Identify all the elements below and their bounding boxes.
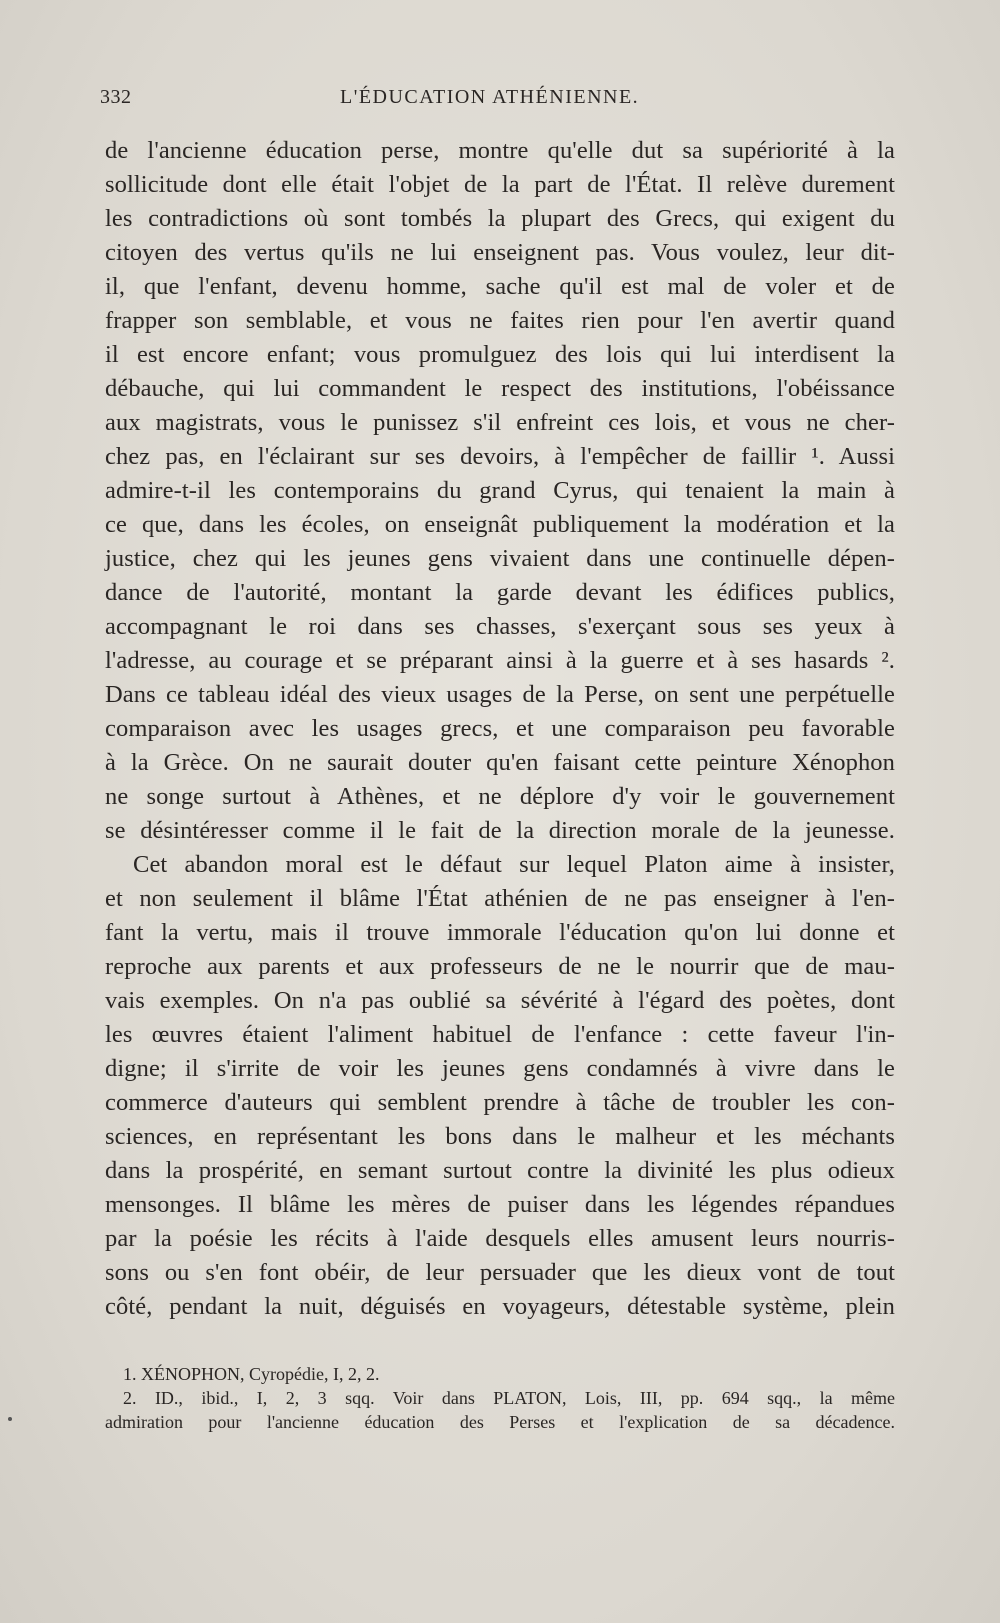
text-line: accompagnant le roi dans ses chasses, s'exerçant sous ses yeux à bbox=[105, 613, 895, 640]
text-line: citoyen des vertus qu'ils ne lui enseignent pas. Vous voulez, leur dit- bbox=[105, 239, 895, 266]
text-line: ne songe surtout à Athènes, et ne déplore d'y voir le gouvernement bbox=[105, 783, 895, 810]
footnotes bbox=[105, 1362, 895, 1434]
text-line: à la Grèce. On ne saurait douter qu'en faisant cette peinture Xénophon bbox=[105, 749, 895, 776]
running-title: L'ÉDUCATION ATHÉNIENNE. bbox=[340, 86, 640, 108]
text-line: dance de l'autorité, montant la garde devant les édifices publics, bbox=[105, 579, 895, 606]
footnote-2-continuation: admiration pour l'ancienne éducation des Perses et l'explication de sa décadence. bbox=[105, 1412, 895, 1432]
footnote-1: 1. XÉNOPHON, Cyropédie, I, 2, 2. bbox=[123, 1364, 380, 1384]
paper-speck bbox=[8, 1417, 12, 1421]
text-line: côté, pendant la nuit, déguisés en voyageurs, détestable système, plein bbox=[105, 1293, 895, 1320]
text-line: aux magistrats, vous le punissez s'il enfreint ces lois, et vous ne cher- bbox=[105, 409, 895, 436]
text-line: de l'ancienne éducation perse, montre qu'elle dut sa supériorité à la bbox=[105, 137, 895, 164]
text-line: et non seulement il blâme l'État athénien de ne pas enseigner à l'en- bbox=[105, 885, 895, 912]
text-line: il est encore enfant; vous promulguez des lois qui lui interdisent la bbox=[105, 341, 895, 368]
text-line: débauche, qui lui commandent le respect des institutions, l'obéissance bbox=[105, 375, 895, 402]
text-line: vais exemples. On n'a pas oublié sa sévérité à l'égard des poètes, dont bbox=[105, 987, 895, 1014]
text-line: l'adresse, au courage et se préparant ainsi à la guerre et à ses hasards ². bbox=[105, 647, 895, 674]
text-line: dans la prospérité, en semant surtout contre la divinité les plus odieux bbox=[105, 1157, 895, 1184]
paragraph-start-line: Cet abandon moral est le défaut sur lequel Platon aime à insister, bbox=[133, 851, 895, 878]
text-line: les œuvres étaient l'aliment habituel de l'enfance : cette faveur l'in- bbox=[105, 1021, 895, 1048]
text-line: digne; il s'irrite de voir les jeunes gens condamnés à vivre dans le bbox=[105, 1055, 895, 1082]
text-line: mensonges. Il blâme les mères de puiser dans les légendes répandues bbox=[105, 1191, 895, 1218]
text-line: sollicitude dont elle était l'objet de la part de l'État. Il relève durement bbox=[105, 171, 895, 198]
page-number: 332 bbox=[100, 86, 132, 108]
text-line: commerce d'auteurs qui semblent prendre à tâche de troubler les con- bbox=[105, 1089, 895, 1116]
text-line: chez pas, en l'éclairant sur ses devoirs, à l'empêcher de faillir ¹. Aussi bbox=[105, 443, 895, 470]
page-header bbox=[100, 86, 895, 116]
text-line: sons ou s'en font obéir, de leur persuader que les dieux vont de tout bbox=[105, 1259, 895, 1286]
text-line: fant la vertu, mais il trouve immorale l'éducation qu'on lui donne et bbox=[105, 919, 895, 946]
text-line: se désintéresser comme il le fait de la direction morale de la jeunesse. bbox=[105, 817, 895, 844]
body-text bbox=[105, 134, 895, 1324]
text-line: Dans ce tableau idéal des vieux usages de la Perse, on sent une perpétuelle bbox=[105, 681, 895, 708]
text-line: comparaison avec les usages grecs, et une comparaison peu favorable bbox=[105, 715, 895, 742]
text-line: il, que l'enfant, devenu homme, sache qu'il est mal de voler et de bbox=[105, 273, 895, 300]
text-line: ce que, dans les écoles, on enseignât publiquement la modération et la bbox=[105, 511, 895, 538]
text-line: frapper son semblable, et vous ne faites rien pour l'en avertir quand bbox=[105, 307, 895, 334]
text-line: les contradictions où sont tombés la plupart des Grecs, qui exigent du bbox=[105, 205, 895, 232]
footnote-2: 2. ID., ibid., I, 2, 3 sqq. Voir dans PLATON, Lois, III, pp. 694 sqq., la même bbox=[123, 1388, 895, 1408]
text-line: reproche aux parents et aux professeurs de ne le nourrir que de mau- bbox=[105, 953, 895, 980]
text-line: sciences, en représentant les bons dans le malheur et les méchants bbox=[105, 1123, 895, 1150]
text-line: par la poésie les récits à l'aide desquels elles amusent leurs nourris- bbox=[105, 1225, 895, 1252]
text-line: justice, chez qui les jeunes gens vivaient dans une continuelle dépen- bbox=[105, 545, 895, 572]
text-line: admire-t-il les contemporains du grand Cyrus, qui tenaient la main à bbox=[105, 477, 895, 504]
